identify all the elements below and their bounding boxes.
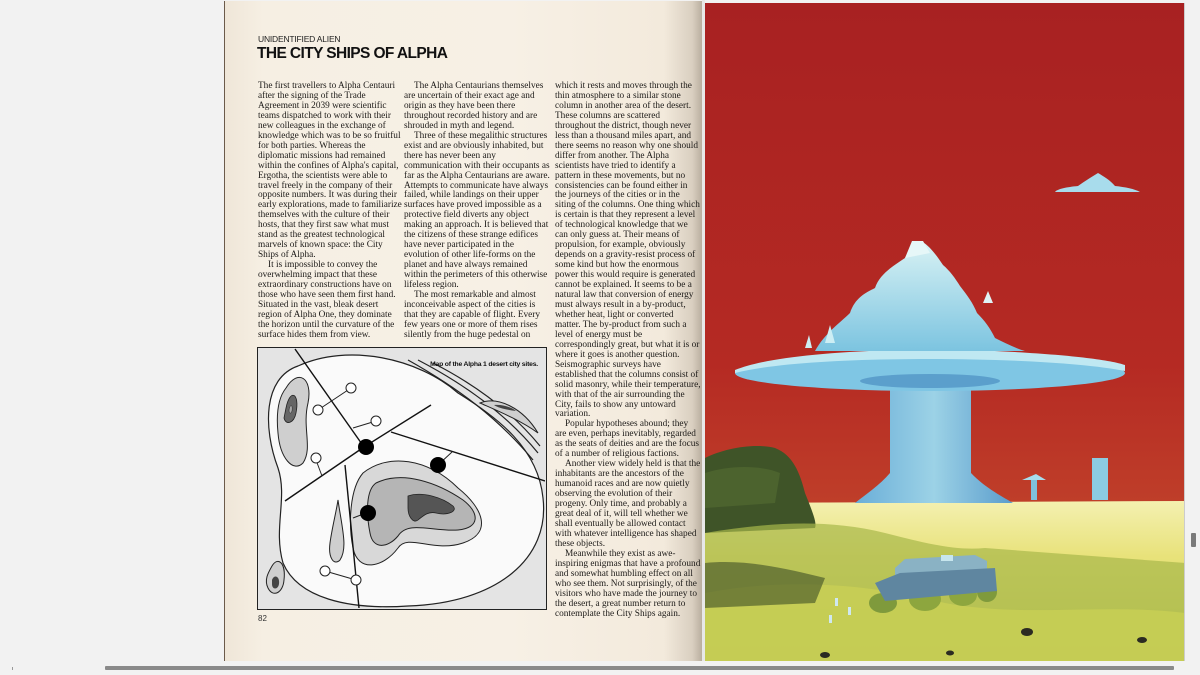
paragraph: The first travellers to Alpha Centauri after the signing of the Trade Agreement in 2039 were scientific teams dispatched to work with their new colleagues in the exchange of knowledge which was to be so fruitful for both parties. Whereas the diplomatic missions had remained within the confines of Alpha's capital, Ergotha, the scientists were able to travel freely in the company of their opposite numbers. It was during their early explorations, made to familiarize themselves with the culture of their hosts, that they first saw what must stand as the greatest technological marvels of known space: the City Ships of Alpha.: [258, 81, 402, 261]
page-82: [224, 1, 702, 661]
paragraph: Meanwhile they exist as awe-inspiring enigmas that have a profound and somewhat humbling effect on all who see them. Not surprisingly, of the visitors who have made the journey to the desert, a great number return to contemplate the City Ships again.: [555, 548, 701, 619]
horizontal-scrollbar-thumb[interactable]: [105, 666, 1174, 670]
paragraph: The most remarkable and almost inconceivable aspect of the cities is that they are capable of flight. Every few years one or more of them rises silently from the huge pedestal on: [404, 290, 541, 340]
paragraph: Popular hypotheses abound; they are even, perhaps inevitably, regarded as the seats of deities and are the focus of a number of religious factions.: [555, 419, 700, 460]
vertical-scrollbar-thumb[interactable]: [1191, 533, 1196, 547]
paragraph: The Alpha Centaurians themselves are uncertain of their exact age and origin as they have been there throughout recorded history and are shrouded in myth and legend.: [404, 81, 544, 131]
text-column-2: [404, 82, 550, 341]
article-title: THE CITY SHIPS OF ALPHA: [257, 45, 448, 62]
map-caption: Map of the Alpha 1 desert city sites.: [430, 361, 538, 368]
page-number: 82: [258, 614, 267, 623]
paragraph: It is impossible to convey the overwhelming impact that these extraordinary constructions have on those who have seen them first hand. Situated in the vast, bleak desert region of Alpha One, they dominate the horizon until the curvature of the surface hides them from view.: [258, 260, 396, 340]
city-ship-illustration: [705, 3, 1185, 661]
map-graphic: [258, 348, 545, 608]
page-83-illustration: [705, 3, 1185, 661]
scrollbar-start-marker: [12, 667, 13, 670]
text-column-1: [258, 82, 404, 341]
desert-city-map: [257, 347, 547, 610]
paragraph: which it rests and moves through the thin atmosphere to a similar stone column in another area of the desert. These columns are scattered throughout the district, though never less than a thousand miles apart, and there seems no reason why one should differ from another. The Alpha scientists have tried to identify a pattern in these movements, but no consistencies can be found either in the journeys of the cities or in the siting of the columns. One thing which is certain is that they represent a level of technological knowledge that we can only guess at. Their means of propulsion, for example, obviously depends on a gravity-resist process of some kind but how the enormous power this would require is generated cannot be explained. It seems to be a natural law that conversion of energy must always result in a by-product, whether heat, light or converted matter. The by-product from such a level of energy must be correspondingly great, but what it is or where it goes is another question. Seismographic surveys have established that the columns consist of solid masonry, while their temperature, with that of the air surrounding the City, fails to show any untoward variation.: [555, 81, 701, 420]
text-column-3: [555, 82, 701, 622]
paragraph: Another view widely held is that the inhabitants are the ancestors of the humanoid races and are now quietly observing the evolution of their progeny. Only time, and probably a great deal of it, will tell whether we shall eventually be allowed contact with whatever intelligence has shaped these objects.: [555, 459, 701, 549]
section-kicker: UNIDENTIFIED ALIEN: [258, 34, 341, 44]
paragraph: Three of these megalithic structures exist and are obviously inhabited, but there has never been any communication with their occupants as far as the Alpha Centaurians are aware. Attempts to communicate have always failed, while landings on their upper surfaces have proved impossible as a protective field diverts any object making an approach. It is believed that the citizens of these strange edifices have never participated in the evolution of other life-forms on the planet and have always remained within the perimeters of this otherwise lifeless region.: [404, 130, 550, 291]
